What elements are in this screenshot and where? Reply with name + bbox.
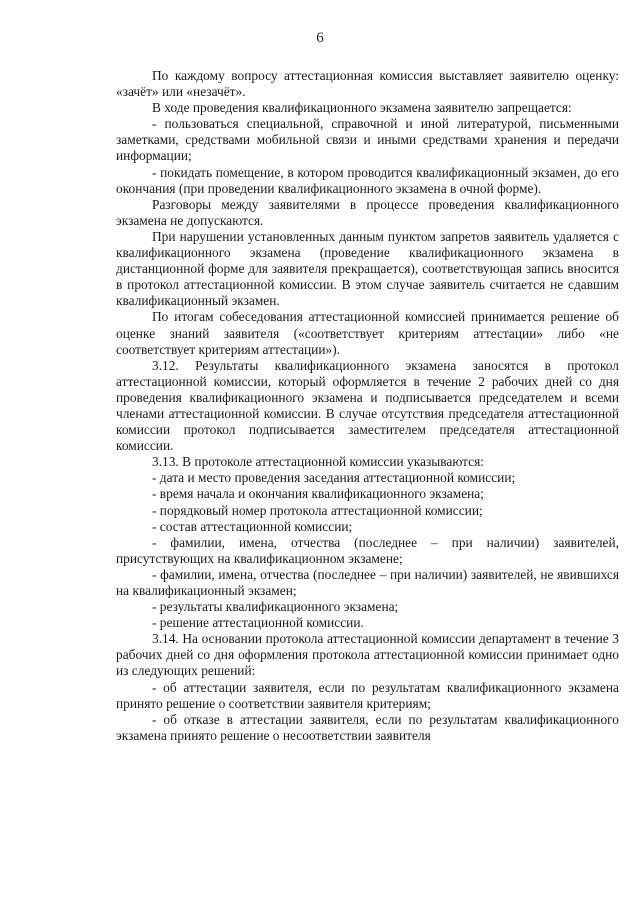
list-item: - фамилии, имена, отчества (последнее – при наличии) заявителей, не явившихся на квалификационный экзамен;	[116, 566, 619, 598]
page-number: 6	[316, 30, 324, 46]
paragraph: 3.12. Результаты квалификационного экзамена заносятся в протокол аттестационной комиссии, который оформляется в течение 2 рабочих дней со дня проведения квалификационного экзамена и подписывается председателем и всеми членами аттестационной комиссии. В случае отсутствия председателя аттестационной комиссии протокол подписывается заместителем председателя аттестационной комиссии.	[116, 357, 619, 454]
list-item: - решение аттестационной комиссии.	[152, 615, 364, 631]
list-item: - об аттестации заявителя, если по результатам квалификационного экзамена принято решение о соответствии заявителя критериям;	[116, 679, 619, 711]
paragraph: - покидать помещение, в котором проводится квалификационный экзамен, до его окончания (при проведении квалификационного экзамена в очной форме).	[116, 164, 619, 196]
paragraph: По каждому вопросу аттестационная комиссия выставляет заявителю оценку: «зачёт» или «незачёт».	[116, 68, 619, 100]
list-item: - дата и место проведения заседания аттестационной комиссии;	[152, 470, 516, 486]
list-item: - время начала и окончания квалификационного экзамена;	[152, 486, 484, 502]
list-item: - порядковый номер протокола аттестационной комиссии;	[152, 502, 483, 518]
paragraph: 3.14. На основании протокола аттестационной комиссии департамент в течение 3 рабочих дней со дня оформления протокола аттестационной комиссии принимает одно из следующих решений:	[116, 631, 619, 679]
paragraph: Разговоры между заявителями в процессе проведения квалификационного экзамена не допускаются.	[116, 196, 619, 228]
paragraph: - пользоваться специальной, справочной и иной литературой, письменными заметками, средствами мобильной связи и иными средствами хранения и передачи информации;	[116, 116, 619, 164]
list-item: - состав аттестационной комиссии;	[152, 518, 353, 534]
paragraph: По итогам собеседования аттестационной комиссией принимается решение об оценке знаний заявителя («соответствует критериям аттестации» либо «не соответствует критериям аттестации»).	[116, 309, 619, 357]
list-item: - фамилии, имена, отчества (последнее – при наличии) заявителей, присутствующих на квалификационном экзамене;	[116, 534, 619, 566]
paragraph: 3.13. В протоколе аттестационной комиссии указываются:	[152, 454, 484, 470]
document-body	[116, 68, 619, 744]
paragraph: При нарушении установленных данным пунктом запретов заявитель удаляется с квалификационного экзамена (проведение квалификационного экзамена в дистанционной форме для заявителя прекращается), соответствующая запись вносится в протокол аттестационной комиссии. В этом случае заявитель считается не сдавшим квалификационный экзамен.	[116, 228, 619, 309]
paragraph: В ходе проведения квалификационного экзамена заявителю запрещается:	[152, 100, 572, 116]
list-item: - результаты квалификационного экзамена;	[152, 599, 399, 615]
list-item: - об отказе в аттестации заявителя, если по результатам квалификационного экзамена принято решение о несоответствии заявителя	[116, 711, 619, 743]
